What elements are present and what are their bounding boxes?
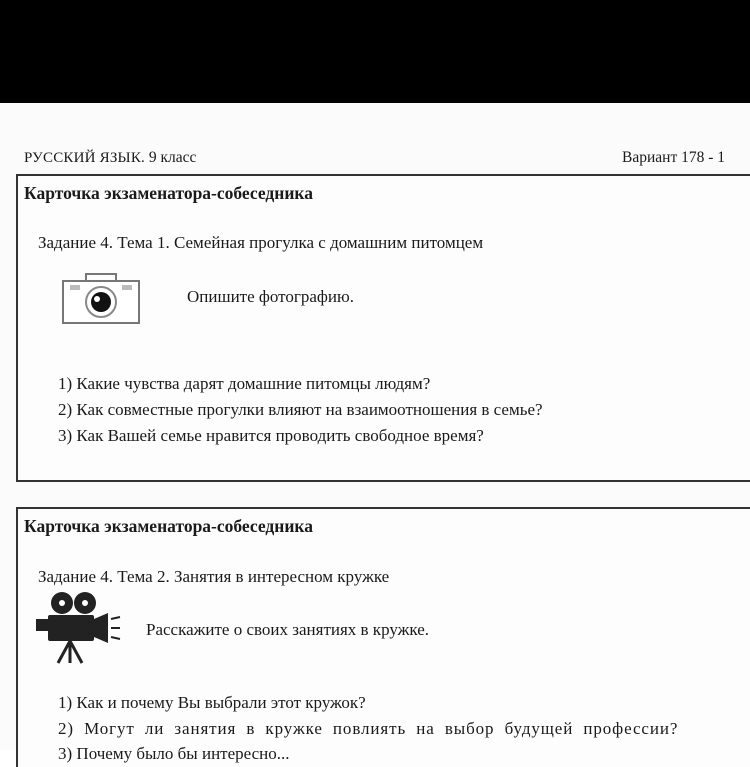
- grade-label: 9 класс: [148, 149, 197, 166]
- movie-camera-icon: [34, 589, 122, 665]
- card-2-question-1: 1) Как и почему Вы выбрали этот кружок?: [58, 693, 366, 712]
- card-2-prompt: Расскажите о своих занятиях в кружке.: [146, 620, 429, 639]
- card-1-question-2: 2) Как совместные прогулки влияют на взаимоотношения в семье?: [58, 400, 543, 419]
- card-2-task: Задание 4. Тема 2. Занятия в интересном кружке: [38, 567, 390, 586]
- variant-label: Вариант 178 - 1: [622, 149, 725, 166]
- card-1-prompt: Опишите фотографию.: [187, 287, 354, 306]
- card-2-question-2: 2) Могут ли занятия в кружке повлиять на выбор будущей профессии?: [58, 719, 679, 738]
- top-black-bar: [0, 0, 750, 103]
- camera-icon: [60, 272, 142, 326]
- card-2-title: Карточка экзаменатора-собеседника: [24, 516, 313, 536]
- subject-label: РУССКИЙ ЯЗЫК.: [24, 150, 145, 166]
- header-subject: [24, 149, 196, 167]
- card-1-question-1: 1) Какие чувства дарят домашние питомцы людям?: [58, 374, 431, 393]
- card-1-task: Задание 4. Тема 1. Семейная прогулка с домашним питомцем: [38, 233, 484, 252]
- card-1-question-3: 3) Как Вашей семье нравится проводить свободное время?: [58, 426, 484, 445]
- card-1-title: Карточка экзаменатора-собеседника: [24, 183, 313, 203]
- card-2-question-3: 3) Почему было бы интересно...: [58, 744, 290, 763]
